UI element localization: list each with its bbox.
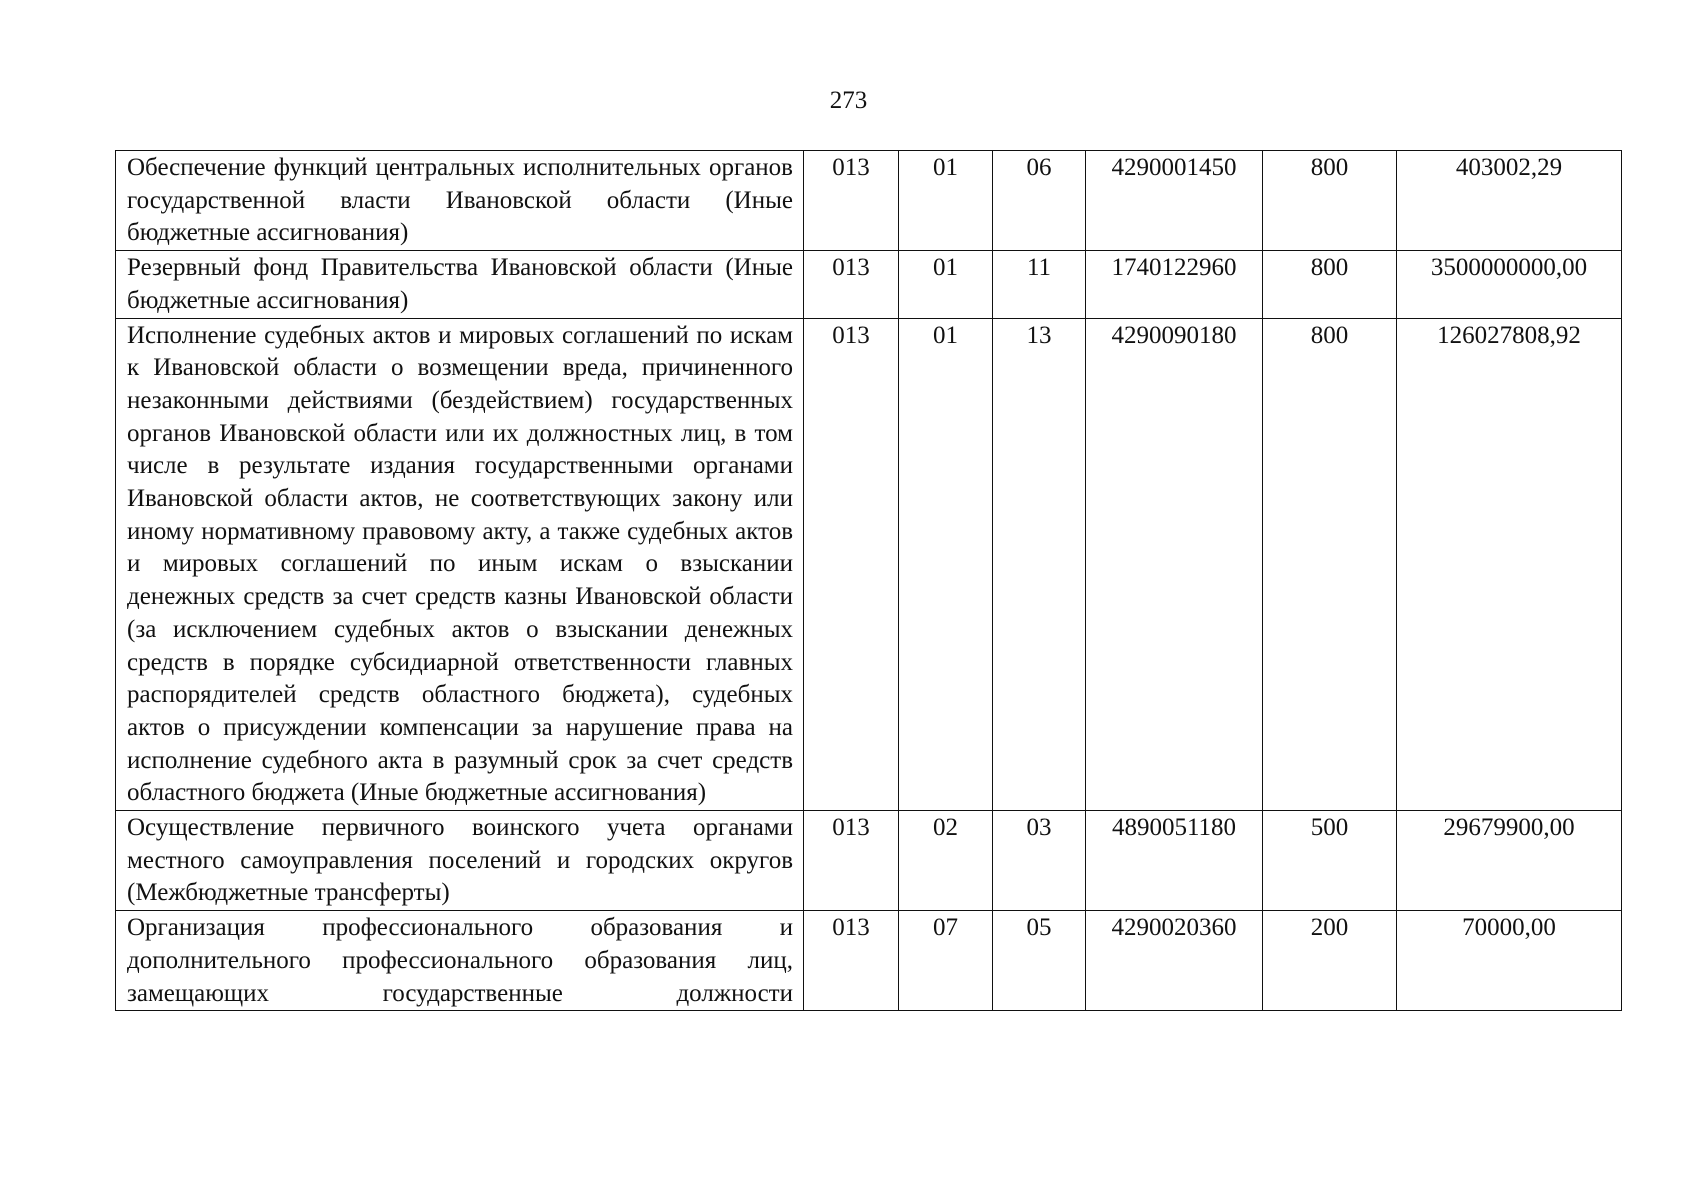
subsection-code: 05	[993, 911, 1086, 1011]
expense-type-code: 500	[1263, 811, 1397, 911]
row-description: Осуществление первичного воинского учета органами местного самоуправления поселений и городских округов (Межбюджетные трансферты)	[116, 811, 804, 911]
ministry-code: 013	[804, 251, 899, 318]
table-row	[116, 811, 1622, 911]
target-article-code: 4890051180	[1086, 811, 1263, 911]
section-code: 02	[899, 811, 993, 911]
target-article-code: 4290020360	[1086, 911, 1263, 1011]
target-article-code: 4290090180	[1086, 318, 1263, 811]
subsection-code: 06	[993, 151, 1086, 251]
table-row	[116, 911, 1622, 1011]
target-article-code: 1740122960	[1086, 251, 1263, 318]
budget-table	[115, 150, 1622, 1011]
expense-type-code: 800	[1263, 151, 1397, 251]
row-description: Резервный фонд Правительства Ивановской области (Иные бюджетные ассигнования)	[116, 251, 804, 318]
row-description: Обеспечение функций центральных исполнительных органов государственной власти Ивановской области (Иные бюджетные ассигнования)	[116, 151, 804, 251]
page-number: 273	[829, 87, 868, 114]
ministry-code: 013	[804, 811, 899, 911]
subsection-code: 03	[993, 811, 1086, 911]
amount: 29679900,00	[1397, 811, 1622, 911]
row-description: Исполнение судебных актов и мировых соглашений по искам к Ивановской области о возмещении вреда, причиненного незаконными действиями (бездействием) государственных органов Ивановской области или их должностных лиц, в том числе в результате издания государственными органами Ивановской области актов, не соответствующих закону или иному нормативному правовому акту, а также судебных актов и мировых соглашений по иным искам о взыскании денежных средств за счет средств казны Ивановской области (за исключением судебных актов о взыскании денежных средств в порядке субсидиарной ответственности главных распорядителей средств областного бюджета), судебных актов о присуждении компенсации за нарушение права на исполнение судебного акта в разумный срок за счет средств областного бюджета (Иные бюджетные ассигнования)	[116, 318, 804, 811]
ministry-code: 013	[804, 151, 899, 251]
section-code: 07	[899, 911, 993, 1011]
amount: 3500000000,00	[1397, 251, 1622, 318]
expense-type-code: 800	[1263, 251, 1397, 318]
table-row	[116, 318, 1622, 811]
table-row	[116, 151, 1622, 251]
expense-type-code: 800	[1263, 318, 1397, 811]
section-code: 01	[899, 318, 993, 811]
row-description: Организация профессионального образования и дополнительного профессионального образования лиц, замещающих государственные должности	[116, 911, 804, 1011]
subsection-code: 11	[993, 251, 1086, 318]
table-row	[116, 251, 1622, 318]
section-code: 01	[899, 151, 993, 251]
expense-type-code: 200	[1263, 911, 1397, 1011]
section-code: 01	[899, 251, 993, 318]
subsection-code: 13	[993, 318, 1086, 811]
amount: 126027808,92	[1397, 318, 1622, 811]
ministry-code: 013	[804, 911, 899, 1011]
amount: 70000,00	[1397, 911, 1622, 1011]
amount: 403002,29	[1397, 151, 1622, 251]
target-article-code: 4290001450	[1086, 151, 1263, 251]
ministry-code: 013	[804, 318, 899, 811]
